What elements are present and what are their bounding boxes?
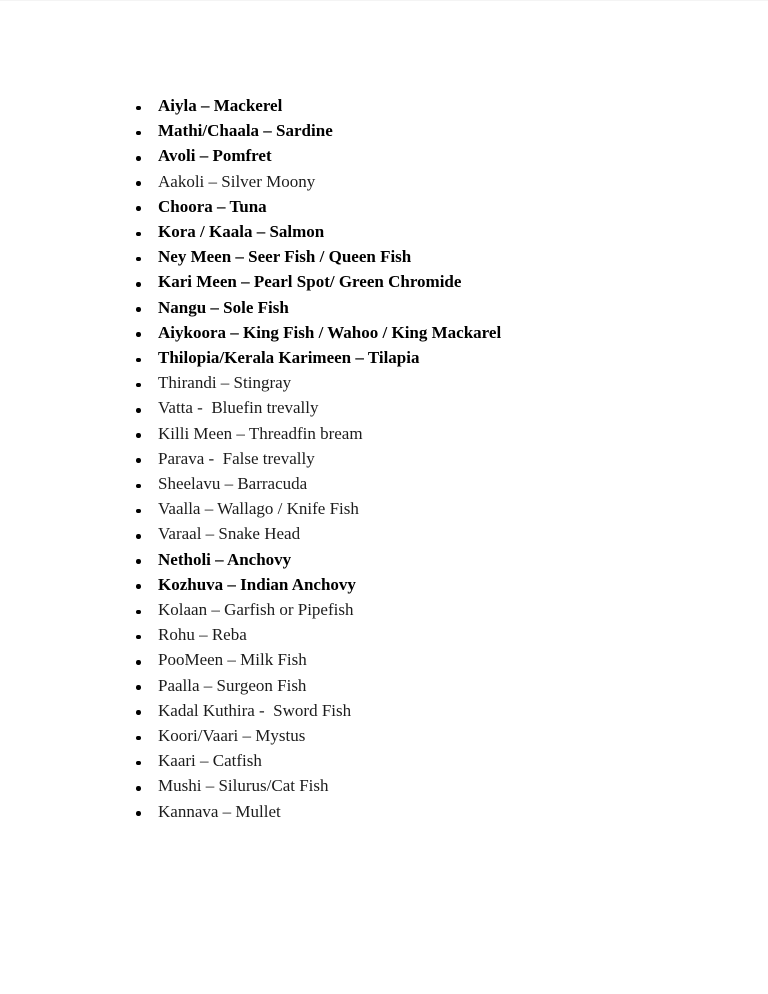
list-item: PooMeen – Milk Fish [158,647,501,672]
list-item: Aakoli – Silver Moony [158,169,501,194]
list-item: Sheelavu – Barracuda [158,471,501,496]
list-item: Varaal – Snake Head [158,521,501,546]
list-item: Choora – Tuna [158,194,501,219]
list-item: Kadal Kuthira - Sword Fish [158,698,501,723]
list-item: Vatta - Bluefin trevally [158,395,501,420]
list-item: Kannava – Mullet [158,799,501,824]
list-item: Netholi – Anchovy [158,547,501,572]
list-item: Koori/Vaari – Mystus [158,723,501,748]
list-item: Mushi – Silurus/Cat Fish [158,773,501,798]
list-item: Kozhuva – Indian Anchovy [158,572,501,597]
list-item: Thirandi – Stingray [158,370,501,395]
list-item: Parava - False trevally [158,446,501,471]
list-item: Nangu – Sole Fish [158,295,501,320]
list-item: Killi Meen – Threadfin bream [158,421,501,446]
list-item: Aiykoora – King Fish / Wahoo / King Mackarel [158,320,501,345]
list-item: Thilopia/Kerala Karimeen – Tilapia [158,345,501,370]
list-item: Mathi/Chaala – Sardine [158,118,501,143]
list-item: Rohu – Reba [158,622,501,647]
list-item: Kolaan – Garfish or Pipefish [158,597,501,622]
list-item: Ney Meen – Seer Fish / Queen Fish [158,244,501,269]
list-item: Kora / Kaala – Salmon [158,219,501,244]
list-item: Avoli – Pomfret [158,143,501,168]
list-item: Kari Meen – Pearl Spot/ Green Chromide [158,269,501,294]
list-item: Aiyla – Mackerel [158,93,501,118]
list-item: Vaalla – Wallago / Knife Fish [158,496,501,521]
list-item: Paalla – Surgeon Fish [158,673,501,698]
list-item: Kaari – Catfish [158,748,501,773]
fish-name-list [158,93,501,824]
